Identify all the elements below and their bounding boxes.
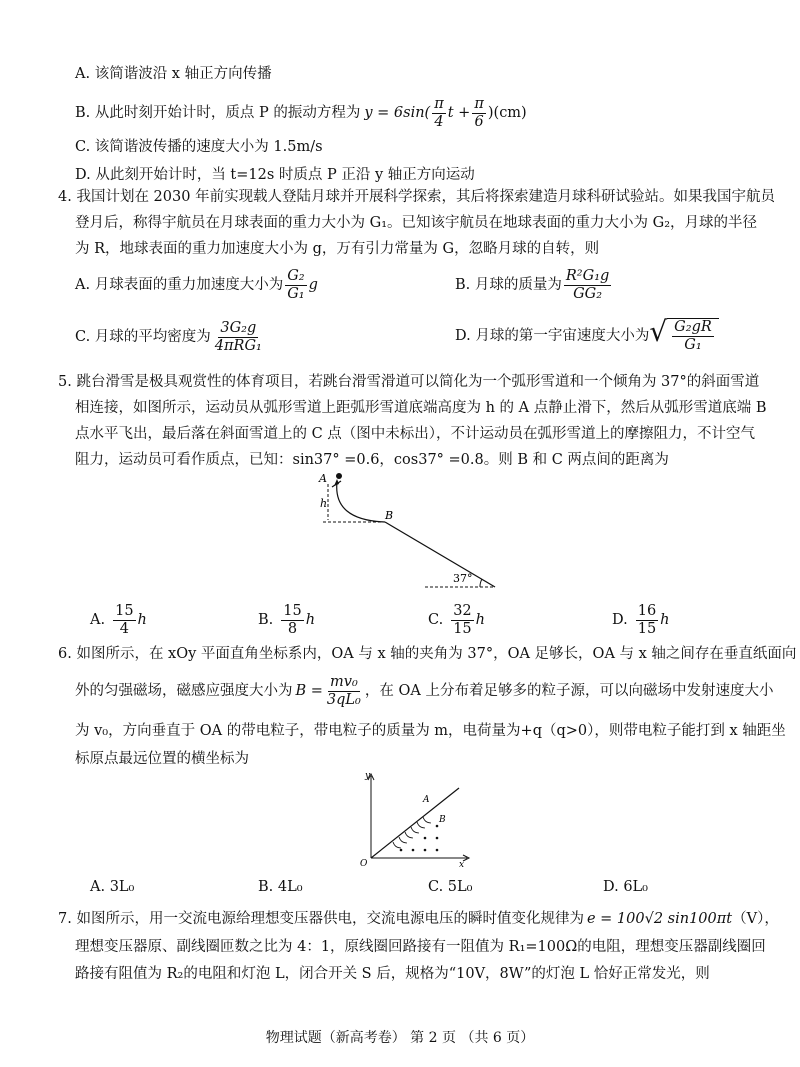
- q6-line2-a: 外的匀强磁场，磁感应强度大小为: [75, 683, 293, 700]
- angle-arc: [480, 579, 482, 587]
- q4-b-num: R²G₁g: [565, 268, 610, 284]
- q7-text-line2: 理想变压器原、副线圈匝数之比为 4：1，原线圈回路接有一阻值为 R₁=100Ω的电阻，理想变压器副线圈回: [75, 939, 766, 955]
- q7-text-line1: [58, 910, 779, 928]
- magnetic-field-figure: [355, 770, 475, 868]
- page-footer: 物理试题（新高考卷） 第 2 页 （共 6 页）: [265, 1030, 535, 1046]
- q4-text-line2: 登月后，称得宇航员在月球表面的重力大小为 G₁。已知该宇航员在地球表面的重力大小为 G₂，月球的半径: [75, 215, 758, 231]
- q5-text-line2: 相连接，如图所示，运动员从弧形雪道上距弧形雪道底端高度为 h 的 A 点静止滑下，然后从弧形雪道底端 B: [75, 400, 767, 416]
- fig6-label-b: B: [439, 815, 446, 825]
- oa-line: [371, 788, 459, 858]
- q3-option-b-frac2: [472, 96, 486, 130]
- q5-option-b: [258, 603, 315, 637]
- fig6-label-a: A: [423, 795, 430, 805]
- q7-line1-formula: e = 100√2 sin100πt: [586, 911, 733, 927]
- q5-option-d: [612, 603, 670, 637]
- q4-option-a-frac: [285, 268, 306, 302]
- q5-option-a: [90, 603, 147, 637]
- q6-line2-b: ，在 OA 上分布着足够多的粒子源，可以向磁场中发射速度大小: [364, 683, 774, 700]
- q5-c-frac: [451, 603, 473, 637]
- q4-option-d-sqrt: [649, 315, 718, 353]
- incline-line: [385, 522, 495, 587]
- q3-option-b-formula-lhs: y = 6sin(: [364, 105, 431, 122]
- q4-option-a-text: A. 月球表面的重力加速度大小为: [75, 277, 284, 294]
- q5-c-label: C.: [428, 612, 444, 629]
- q4-option-d-text: D. 月球的第一宇宙速度大小为: [455, 327, 650, 344]
- q4-text-line3: 为 R，地球表面的重力加速度大小为 g，万有引力常量为 G，忽略月球的自转，则: [75, 241, 600, 257]
- q3-frac2-den: 6: [474, 113, 484, 130]
- q4-c-num: 3G₂g: [220, 320, 257, 336]
- q6-option-b: B. 4L₀: [258, 879, 303, 895]
- fig5-label-b: B: [385, 509, 394, 522]
- q5-text-line1: 5. 跳台滑雪是极具观赏性的体育项目，若跳台滑雪滑道可以简化为一个弧形雪道和一个倾角为 37°的斜面雪道: [58, 374, 760, 390]
- q7-text-line3: 路接有阻值为 R₂的电阻和灯泡 L，闭合开关 S 后，规格为“10V，8W”的灯泡 L 恰好正常发光，则: [75, 966, 710, 982]
- q5-d-label: D.: [612, 612, 628, 629]
- q4-d-num: G₂gR: [674, 319, 712, 335]
- q5-a-var: h: [137, 612, 147, 629]
- fig5-label-h: h: [320, 497, 328, 510]
- q3-frac1-den: 4: [434, 113, 444, 130]
- q6-frac-num: mv₀: [330, 674, 358, 690]
- q4-option-d-frac: [672, 319, 714, 353]
- q4-option-c-frac: [213, 320, 264, 354]
- q5-a-label: A.: [90, 612, 106, 629]
- q6-option-d: D. 6L₀: [603, 879, 648, 895]
- fig6-label-x: x: [459, 860, 465, 868]
- q4-option-b-frac: [564, 268, 611, 302]
- q3-option-b-text: B. 从此时刻开始计时，质点 P 的振动方程为: [75, 105, 361, 122]
- q6-text-line3: 为 v₀，方向垂直于 OA 的带电粒子，带电粒子的质量为 m，电荷量为+q（q>0），则带电粒子能打到 x 轴距坐: [75, 723, 786, 739]
- magnetic-field-dots: [400, 825, 439, 852]
- q7-line1-a: 7. 如图所示，用一交流电源给理想变压器供电，交流电源电压的瞬时值变化规律为: [58, 911, 584, 927]
- q5-a-den: 4: [119, 620, 129, 637]
- q5-c-var: h: [475, 612, 485, 629]
- arc-slope: [337, 482, 385, 522]
- q3-frac1-num: π: [434, 96, 444, 112]
- q6-text-line2: [75, 674, 773, 708]
- q4-option-a-tail: g: [308, 277, 318, 294]
- fig5-label-a: A: [319, 472, 327, 485]
- q5-d-var: h: [660, 612, 670, 629]
- fig5-label-angle: 37°: [453, 572, 473, 585]
- q5-b-label: B.: [258, 612, 274, 629]
- q3-option-b-frac1: [432, 96, 446, 130]
- q4-d-den: G₁: [684, 336, 702, 353]
- q6-line2-frac: [325, 674, 363, 708]
- fig6-label-o: O: [360, 859, 368, 868]
- q4-option-c: [75, 320, 266, 354]
- sqrt-radical-icon: √: [649, 315, 668, 348]
- q5-b-frac: [281, 603, 303, 637]
- q4-option-c-text: C. 月球的平均密度为: [75, 329, 211, 346]
- q3-option-a: A. 该简谐波沿 x 轴正方向传播: [75, 66, 272, 82]
- q6-option-a: A. 3L₀: [90, 879, 135, 895]
- q4-option-b-text: B. 月球的质量为: [455, 277, 562, 294]
- q5-a-num: 15: [115, 603, 134, 619]
- q3-frac2-num: π: [474, 96, 484, 112]
- fig6-label-y: y: [365, 771, 371, 781]
- q4-option-d-sqrt-body: [667, 318, 719, 353]
- q5-d-frac: [636, 603, 658, 637]
- q4-b-den: GG₂: [573, 285, 603, 302]
- q4-option-a: [75, 268, 318, 302]
- q4-c-den: 4πRG₁: [214, 337, 262, 354]
- q5-b-den: 8: [287, 620, 298, 637]
- q6-line2-b-eq: B =: [295, 683, 323, 700]
- q5-d-num: 16: [637, 603, 657, 619]
- q7-line1-b: （V），: [732, 911, 779, 927]
- q5-b-num: 15: [283, 603, 302, 619]
- q3-option-b: [75, 96, 527, 130]
- q5-option-c: [428, 603, 485, 637]
- q5-text-line4: 阻力，运动员可看作质点，已知：sin37° =0.6，cos37° =0.8。则 B 和 C 两点间的距离为: [75, 452, 669, 468]
- q6-frac-den: 3qL₀: [326, 691, 361, 708]
- q4-text-line1: 4. 我国计划在 2030 年前实现载人登陆月球并开展科学探索，其后将探索建造月球科研试验站。如果我国宇航员: [58, 189, 776, 205]
- q4-option-b: [455, 268, 613, 302]
- ski-jump-figure: [315, 470, 505, 592]
- q6-option-c: C. 5L₀: [428, 879, 473, 895]
- q5-text-line3: 点水平飞出，最后落在斜面雪道上的 C 点（图中未标出），不计运动员在弧形雪道上的摩擦阻力，不计空气: [75, 426, 756, 442]
- q5-b-var: h: [305, 612, 316, 629]
- particle-trajectories: [393, 817, 431, 848]
- q4-option-d: [455, 315, 719, 353]
- q3-option-c: C. 该简谐波传播的速度大小为 1.5m/s: [75, 139, 323, 155]
- q3-option-b-formula-tail: )(cm): [487, 105, 527, 122]
- q5-c-den: 15: [453, 620, 472, 637]
- q4-a-num: G₂: [287, 268, 305, 284]
- q3-option-d: D. 从此刻开始计时，当 t=12s 时质点 P 正沿 y 轴正方向运动: [75, 167, 475, 183]
- q6-text-line1: 6. 如图所示，在 xOy 平面直角坐标系内，OA 与 x 轴的夹角为 37°，OA 足够长，OA 与 x 轴之间存在垂直纸面向: [58, 646, 797, 662]
- q5-a-frac: [113, 603, 135, 637]
- q3-option-b-formula-mid: t +: [447, 105, 471, 122]
- q5-d-den: 15: [637, 620, 657, 637]
- q4-a-den: G₁: [287, 285, 305, 302]
- q6-text-line4: 标原点最远位置的横坐标为: [75, 751, 249, 767]
- q5-c-num: 32: [453, 603, 472, 619]
